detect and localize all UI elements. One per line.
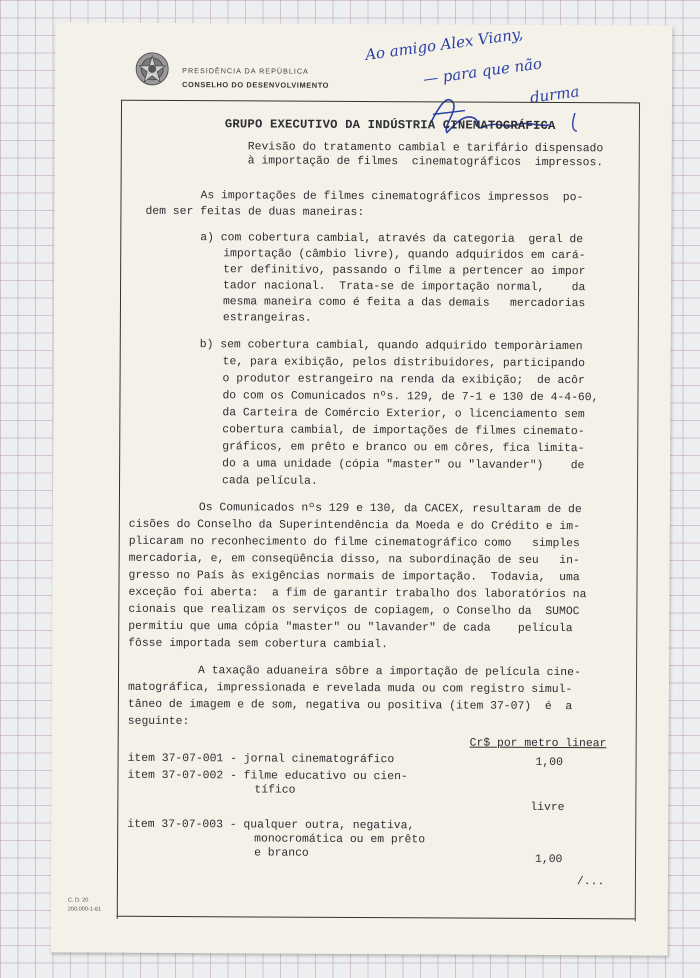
- body-line: tâneo de imagem e de som, negativa ou positiva (item 37-07) é a: [127, 698, 573, 714]
- document-subtitle-line1: Revisão do tratamento cambial e tarifário dispensado: [247, 141, 604, 156]
- body-line: dem ser feitas de duas maneiras:: [145, 205, 365, 220]
- body-line: importação (câmbio livre), quando adquiridos em cará-: [223, 248, 586, 263]
- coat-of-arms-seal: [134, 51, 170, 87]
- letterhead-presidency: PRESIDÊNCIA DA REPÚBLICA: [182, 66, 309, 76]
- body-line: gresso no País às exigências normais de importação. Todavia, uma: [128, 569, 580, 585]
- form-code-line2: 200.000-1-61: [67, 906, 102, 913]
- document-page: [51, 22, 673, 955]
- body-line: gráficos, em prêto e branco ou em côres, fica limita-: [222, 441, 585, 456]
- body-line: mesma maneira como é feita a das demais mercadorias: [222, 296, 586, 311]
- body-line: cionais que realizam os serviços de copiagem, o Conselho da SUMOC: [128, 603, 580, 619]
- body-line: A taxação aduaneira sôbre a importação de película cine-: [198, 665, 581, 680]
- tariff-row-item: item 37-07-003 - qualquer outra, negativa,: [127, 818, 415, 833]
- form-code-line1: C. D. 20: [67, 897, 89, 904]
- body-line: estrangeiras.: [222, 312, 312, 325]
- body-line: seguinte:: [127, 715, 190, 729]
- body-line: fôsse importada sem cobertura cambial.: [128, 637, 388, 652]
- body-line: mercadoria, e, em conseqüência disso, na subordinação de seu in-: [128, 552, 580, 568]
- body-line: As importações de filmes cinematográficos impressos po-: [200, 190, 584, 205]
- body-line: b) sem cobertura cambial, quando adquirido temporàriamen: [199, 339, 583, 354]
- body-line: do com os Comunicados nºs. 129, de 7-1 e 130 de 4-4-60,: [222, 390, 599, 405]
- tariff-column-header: Cr$ por metro linear: [469, 737, 607, 751]
- body-line: o produtor estrangeiro na renda da exibição; de acôr: [222, 373, 585, 388]
- body-line: da Carteira de Comércio Exterior, o licenciamento sem: [222, 407, 585, 422]
- tariff-row-extra: monocromática ou em prêto: [254, 833, 426, 847]
- tariff-row-value: 1,00: [535, 756, 563, 770]
- tariff-row-extra: e branco: [254, 847, 309, 860]
- body-line: te, para exibição, pelos distribuidores, participando: [222, 356, 585, 371]
- tariff-row-item: item 37-07-001 - jornal cinematográfico: [127, 752, 395, 767]
- body-line: a) com cobertura cambial, através da categoria geral de: [200, 232, 584, 247]
- tariff-row-value: 1,00: [535, 853, 563, 867]
- document-subtitle-line2: à importação de filmes cinematográficos impressos.: [247, 155, 604, 170]
- body-line: cada película.: [222, 475, 318, 488]
- handwritten-note-line1: Ao amigo Alex Viany,: [364, 24, 524, 64]
- body-line: Os Comunicados nºs 129 e 130, da CACEX, resultaram de de: [198, 502, 582, 517]
- document-title: GRUPO EXECUTIVO DA INDÚSTRIA CINEMATOGRÁFICA: [224, 117, 556, 134]
- body-line: cobertura cambial, de importações de filmes cinemato-: [222, 424, 585, 439]
- tariff-row-value: livre: [530, 801, 565, 815]
- body-line: matográfica, impressionada e revelada muda ou com registro simul-: [127, 681, 573, 697]
- handwritten-note-line3: durma: [528, 82, 581, 107]
- body-line: tador nacional. Trata-se de importação normal, da: [223, 280, 586, 295]
- body-line: plicaram no reconhecimento do filme cinematográfico como simples: [128, 535, 580, 551]
- body-line: cisões do Conselho da Superintendência da Moeda e do Crédito e im-: [128, 518, 580, 534]
- handwritten-note-line2: — para que não: [421, 54, 544, 89]
- continuation-mark: /...: [576, 876, 605, 889]
- body-line: exceção foi aberta: a fim de garantir trabalho dos laboratórios na: [128, 586, 587, 602]
- tariff-row-extra: tífico: [254, 784, 296, 797]
- body-line: ter definitivo, passando o filme a pertencer ao impor: [223, 264, 586, 279]
- body-line: do a uma unidade (cópia "master" ou "lavander") de: [222, 458, 585, 473]
- body-line: permitiu que uma cópia "master" ou "lavander" de cada película: [128, 620, 573, 636]
- letterhead-council: CONSELHO DO DESENVOLVIMENTO: [182, 80, 330, 90]
- tariff-row-item: item 37-07-002 - filme educativo ou cien-: [127, 769, 408, 784]
